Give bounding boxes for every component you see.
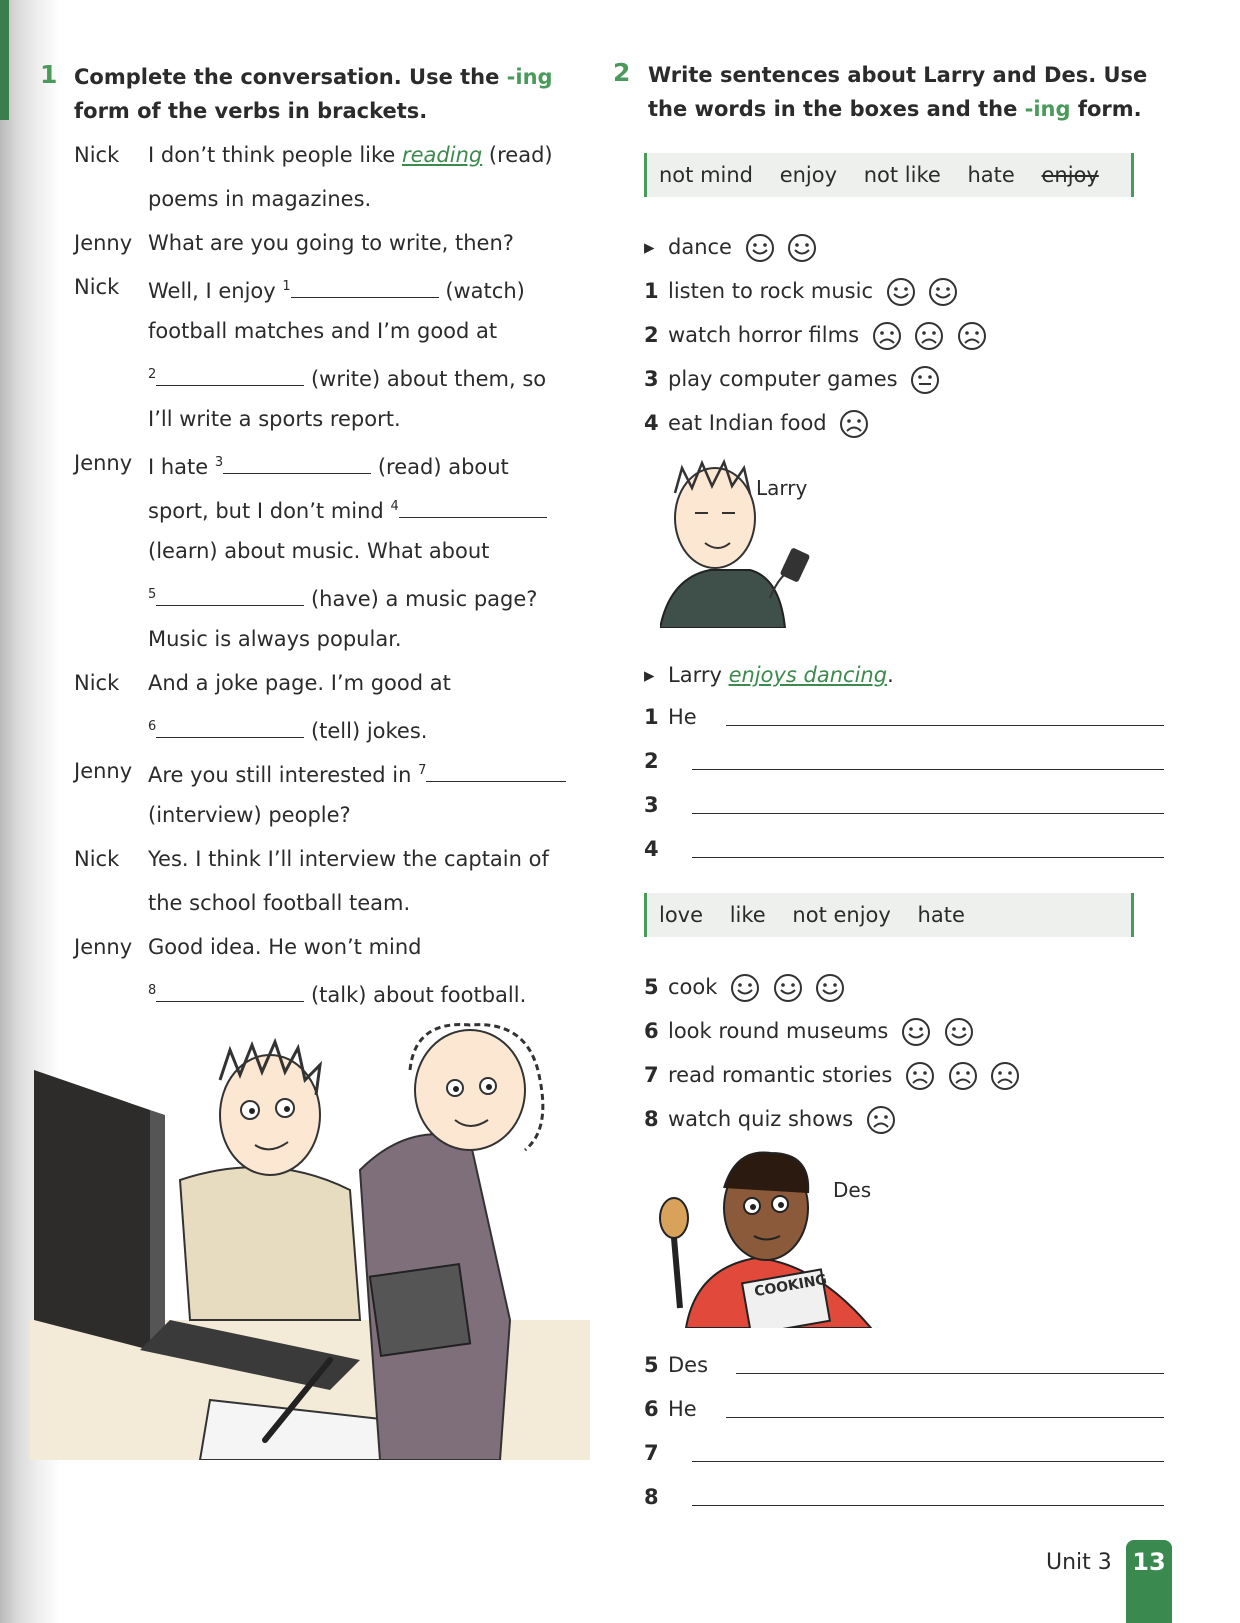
dialogue-line: (interview) people? [148,803,351,827]
dialogue-line: Good idea. He won’t mind [148,935,422,959]
answer-blank-1[interactable] [291,275,439,298]
example-arrow: ▸ [644,663,655,687]
happy-face-icon [886,277,916,307]
prompt-item: 5 cook [644,972,845,1003]
word-box-word: love [659,903,704,927]
dialogue-line: $^8$ (talk) about football. [148,976,526,1010]
sad-face-icon [957,321,987,351]
prompt-item: 4 eat Indian food [644,408,869,439]
dialogue-line: $^5$ (have) a music page? [148,580,537,614]
answer-blank-2[interactable] [156,363,304,386]
dialogue-line: I don’t think people like reading (read) [148,143,553,167]
happy-face-icon [745,233,775,263]
prompt-item: 6 look round museums [644,1016,974,1047]
sad-face-icon [839,409,869,439]
exercise-2-title: Write sentences about Larry and Des. Use the words in the boxes and the -ing form. [648,63,1148,121]
sad-face-icon [872,321,902,351]
answer-row: 3 [644,793,659,817]
speaker-label: Jenny [74,231,133,255]
word-box-word: hate [917,903,965,927]
happy-face-icon [928,277,958,307]
speaker-label: Jenny [74,451,133,475]
happy-face-icon [944,1017,974,1047]
dialogue-line: the school football team. [148,891,411,915]
word-box-word: like [729,903,766,927]
spine-green-tab [0,0,9,120]
word-box-word: not mind [659,163,753,187]
answer-line-8[interactable] [692,1505,1164,1506]
word-box-2 [644,893,1134,937]
speaker-label: Nick [74,671,120,695]
answer-line-3[interactable] [692,813,1164,814]
answer-row: 4 [644,837,659,861]
speaker-label: Nick [74,275,120,299]
happy-face-icon [901,1017,931,1047]
dialogue-line: I hate $^3$ (read) about [148,448,509,482]
larry-name-label: Larry [756,476,808,500]
word-box-1 [644,153,1134,197]
speaker-label: Jenny [74,935,133,959]
dialogue-line: $^6$ (tell) jokes. [148,712,427,746]
example-sentence: ▸ Larry enjoys dancing. [644,660,894,690]
example-arrow: ▸ [644,235,655,259]
dialogue-line: Music is always popular. [148,627,402,651]
word-box-word-crossed: enjoy [1041,163,1099,187]
answer-line-6[interactable] [726,1417,1164,1418]
sad-face-icon [948,1061,978,1091]
dialogue-line: Yes. I think I’ll interview the captain of [148,847,549,871]
page-number-badge: 13 [1126,1540,1172,1584]
dialogue-line: I’ll write a sports report. [148,407,401,431]
answer-row: 1 He [644,705,697,729]
word-box-word: enjoy [779,163,838,187]
dialogue-line: Are you still interested in $^7$ [148,756,566,790]
des-illustration [656,1148,876,1328]
dialogue-line: Well, I enjoy $^1$ (watch) [148,272,525,306]
larry-illustration [660,458,840,628]
prompt-item: 8 watch quiz shows [644,1104,896,1135]
answer-row: 7 [644,1441,659,1465]
word-box-word: hate [967,163,1015,187]
answer-blank-5[interactable] [156,583,304,606]
prompt-item: ▸ dance [644,232,817,263]
exercise-1-title: Complete the conversation. Use the -ing form of the verbs in brackets. [74,65,553,123]
exercise-2-number: 2 [613,58,631,87]
prompt-item: 2 watch horror films [644,320,987,351]
answer-blank-4[interactable] [399,495,547,518]
answer-blank-8[interactable] [156,979,304,1002]
neutral-face-icon [910,365,940,395]
unit-label: Unit 3 [1046,1550,1112,1575]
answer-row: 2 [644,749,659,773]
dialogue-line: poems in magazines. [148,187,372,211]
sad-face-icon [905,1061,935,1091]
sad-face-icon [866,1105,896,1135]
prompt-item: 7 read romantic stories [644,1060,1020,1091]
sad-face-icon [914,321,944,351]
dialogue-line: And a joke page. I’m good at [148,671,451,695]
word-box-word: not enjoy [792,903,891,927]
dialogue-line: What are you going to write, then? [148,231,514,255]
nick-jenny-illustration [30,1020,590,1460]
dialogue-line: football matches and I’m good at [148,319,498,343]
des-name-label: Des [833,1178,872,1202]
happy-face-icon [773,973,803,1003]
answer-line-5[interactable] [736,1373,1164,1374]
happy-face-icon [730,973,760,1003]
sad-face-icon [990,1061,1020,1091]
exercise-1-number: 1 [40,60,58,89]
dialogue-line: $^2$ (write) about them, so [148,360,546,394]
answer-row: 8 [644,1485,659,1509]
answer-line-1[interactable] [726,725,1164,726]
cooking-book-label: COOKING [753,1271,829,1301]
prompt-item: 3 play computer games [644,364,940,395]
prompt-item: 1 listen to rock music [644,276,958,307]
answer-blank-3[interactable] [223,451,371,474]
speaker-label: Nick [74,143,120,167]
answer-row: 5 Des [644,1353,709,1377]
example-answer: enjoys dancing [728,663,888,687]
answer-blank-6[interactable] [156,715,304,738]
speaker-label: Jenny [74,759,133,783]
answer-row: 6 He [644,1397,697,1421]
happy-face-icon [815,973,845,1003]
answer-line-7[interactable] [692,1461,1164,1462]
example-answer: reading [402,143,483,167]
dialogue-line: sport, but I don’t mind $^4$ [148,492,547,526]
answer-blank-7[interactable] [426,759,566,782]
happy-face-icon [787,233,817,263]
word-box-word: not like [863,163,941,187]
speaker-label: Nick [74,847,120,871]
answer-line-2[interactable] [692,769,1164,770]
dialogue-line: (learn) about music. What about [148,539,490,563]
answer-line-4[interactable] [692,857,1164,858]
